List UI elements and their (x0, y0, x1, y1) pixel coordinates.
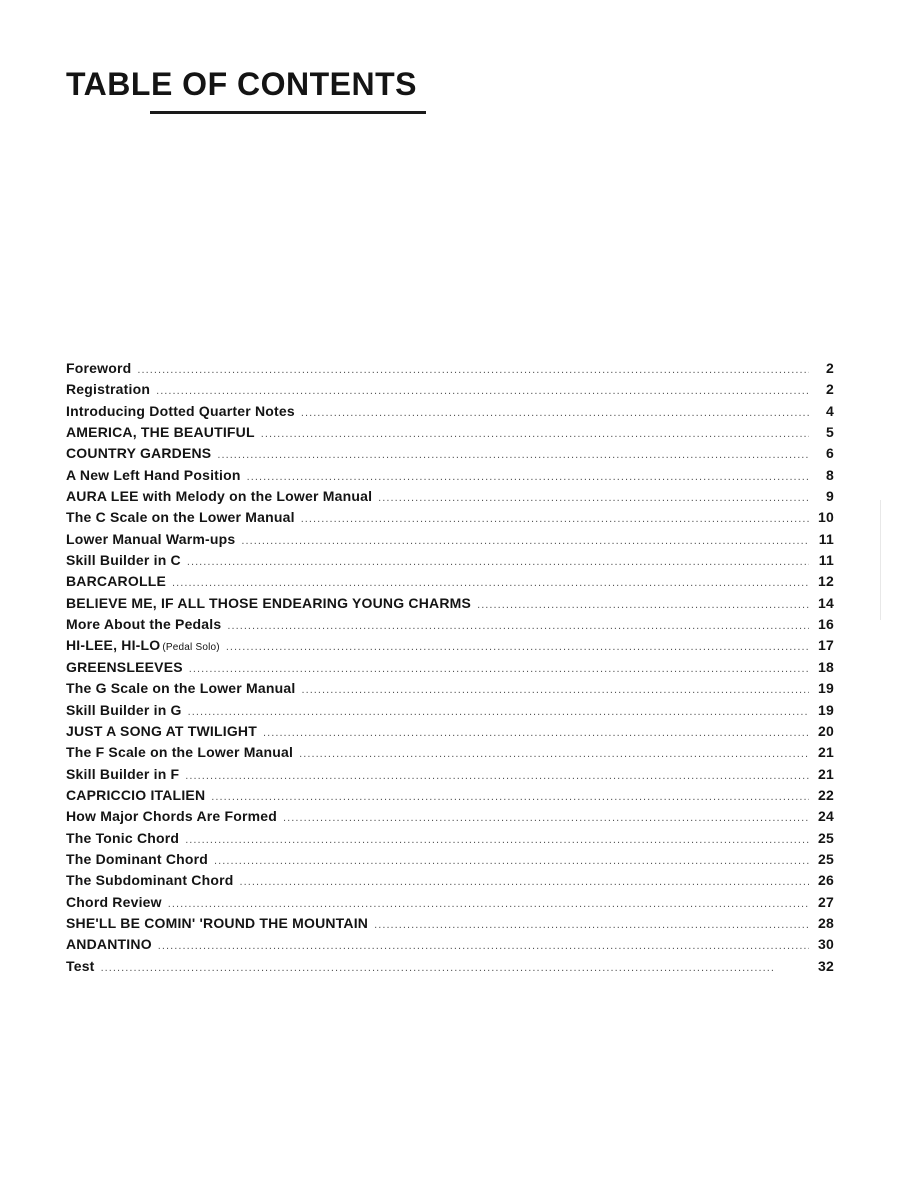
dot-leader (378, 492, 809, 504)
toc-entry-page: 4 (826, 402, 834, 419)
dot-leader (301, 407, 809, 419)
toc-entry-page: 14 (818, 594, 834, 611)
dot-leader (261, 428, 809, 440)
toc-entry-title: AURA LEE with Melody on the Lower Manual (66, 488, 373, 505)
dot-leader (188, 706, 809, 718)
dot-leader (137, 364, 809, 376)
dot-leader (227, 620, 809, 632)
toc-entry-title: BARCAROLLE (66, 573, 166, 590)
toc-entry-title: More About the Pedals (66, 616, 222, 633)
toc-entry-page: 21 (818, 765, 834, 782)
toc-entry (66, 787, 834, 808)
toc-entry-title: Registration (66, 381, 151, 398)
dot-leader (301, 513, 809, 525)
toc-entry (66, 851, 834, 872)
toc-entry (66, 467, 834, 488)
toc-entry-title: Foreword (66, 360, 132, 376)
toc-entry-page: 21 (818, 744, 834, 761)
toc-entry (66, 915, 834, 936)
toc-entry-page: 9 (826, 488, 834, 505)
toc-entry-page: 24 (818, 808, 834, 825)
toc-entry-page: 16 (818, 616, 834, 633)
dot-leader (158, 940, 809, 952)
toc-entry-page: 11 (818, 552, 834, 569)
toc-entry-page: 2 (826, 381, 834, 398)
toc-entry-page: 26 (818, 872, 834, 889)
toc-entry-page: 32 (818, 957, 834, 974)
toc-entry (66, 872, 834, 893)
dot-leader (168, 898, 809, 910)
toc-entry-page: 27 (818, 893, 834, 910)
toc-entry (66, 509, 834, 530)
toc-entry-title: JUST A SONG AT TWILIGHT (66, 722, 257, 739)
page-title: TABLE OF CONTENTS (66, 66, 417, 102)
toc-entry-title: Lower Manual Warm-ups (66, 530, 236, 547)
toc-entry (66, 744, 834, 765)
toc-entry-page: 19 (818, 680, 834, 697)
toc-entry (66, 680, 834, 701)
dot-leader (241, 535, 809, 547)
toc-entry-title: The Dominant Chord (66, 850, 209, 867)
toc-entry (66, 894, 834, 915)
toc-entry-title: The F Scale on the Lower Manual (66, 744, 294, 761)
toc-entry-title: CAPRICCIO ITALIEN (66, 786, 206, 803)
toc-entry-title: SHE'LL BE COMIN' 'ROUND THE MOUNTAIN (66, 914, 369, 931)
dot-leader (185, 770, 809, 782)
toc-entry (66, 360, 834, 381)
toc-entry-title: Skill Builder in F (66, 765, 180, 782)
toc-entry (66, 573, 834, 594)
toc-entry (66, 808, 834, 829)
dot-leader (240, 876, 809, 888)
toc-entry (66, 488, 834, 509)
toc-entry (66, 616, 834, 637)
toc-entry-title: A New Left Hand Position (66, 466, 241, 483)
toc-entry (66, 958, 834, 979)
toc-entry-page: 18 (818, 658, 834, 675)
dot-leader (263, 727, 809, 739)
toc-entry-title: Skill Builder in G (66, 701, 182, 718)
dot-leader (374, 919, 809, 931)
toc-entry-page: 28 (818, 914, 834, 931)
dot-leader (189, 663, 809, 675)
toc-entry-page: 30 (818, 936, 834, 953)
dot-leader (301, 684, 809, 696)
dot-leader (101, 962, 809, 974)
toc-entry-page: 25 (818, 829, 834, 846)
toc-entry-title: The Subdominant Chord (66, 872, 234, 889)
toc-entry (66, 637, 834, 658)
dot-leader (299, 748, 809, 760)
toc-entry-page: 10 (818, 509, 834, 526)
toc-entry-page: 25 (818, 850, 834, 867)
toc-entry-page: 8 (826, 466, 834, 483)
dot-leader (247, 471, 809, 483)
toc-entry (66, 424, 834, 445)
toc-entry (66, 381, 834, 402)
title-underline (150, 111, 426, 114)
toc-entry-title: COUNTRY GARDENS (66, 445, 212, 462)
toc-entry-title: The Tonic Chord (66, 829, 180, 846)
toc-entry (66, 595, 834, 616)
toc-entry-page: 19 (818, 701, 834, 718)
toc-entry-title: Introducing Dotted Quarter Notes (66, 402, 295, 419)
dot-leader (226, 641, 809, 653)
toc-entry (66, 552, 834, 573)
toc-entry-page: 6 (826, 445, 834, 462)
toc-entry-title: AMERICA, THE BEAUTIFUL (66, 424, 255, 441)
dot-leader (187, 556, 809, 568)
toc-entry (66, 531, 834, 552)
toc-entry-page: 11 (818, 530, 834, 547)
scan-artifact-line (880, 500, 881, 620)
toc-entry-title: BELIEVE ME, IF ALL THOSE ENDEARING YOUNG CHARMS (66, 594, 472, 611)
toc-entry-page: 17 (818, 637, 834, 654)
toc-entry-title: GREENSLEEVES (66, 658, 183, 675)
toc-entry (66, 723, 834, 744)
toc-entry-note: (Pedal Solo) (162, 642, 220, 654)
dot-leader (156, 385, 809, 397)
toc-entry-page: 2 (826, 360, 834, 376)
toc-entry-title: How Major Chords Are Formed (66, 808, 278, 825)
toc-entry-page: 20 (818, 722, 834, 739)
dot-leader (477, 599, 809, 611)
dot-leader (185, 834, 809, 846)
toc-entry-title: Test (66, 957, 95, 974)
dot-leader (217, 449, 809, 461)
toc-entry (66, 445, 834, 466)
dot-leader (172, 577, 809, 589)
toc-entry (66, 403, 834, 424)
dot-leader (283, 812, 809, 824)
table-of-contents (66, 360, 834, 979)
toc-entry-title: HI-LEE, HI-LO (Pedal Solo) (66, 637, 220, 654)
toc-entry (66, 936, 834, 957)
toc-entry-title: Skill Builder in C (66, 552, 181, 569)
dot-leader (214, 855, 809, 867)
toc-entry (66, 702, 834, 723)
toc-entry (66, 830, 834, 851)
toc-entry-title: The C Scale on the Lower Manual (66, 509, 295, 526)
toc-entry-page: 12 (818, 573, 834, 590)
toc-entry-page: 22 (818, 786, 834, 803)
toc-entry-title: ANDANTINO (66, 936, 152, 953)
toc-entry (66, 659, 834, 680)
toc-entry-title: The G Scale on the Lower Manual (66, 680, 296, 697)
toc-entry-page: 5 (826, 424, 834, 441)
dot-leader (211, 791, 809, 803)
toc-entry-title: Chord Review (66, 893, 162, 910)
toc-entry (66, 766, 834, 787)
